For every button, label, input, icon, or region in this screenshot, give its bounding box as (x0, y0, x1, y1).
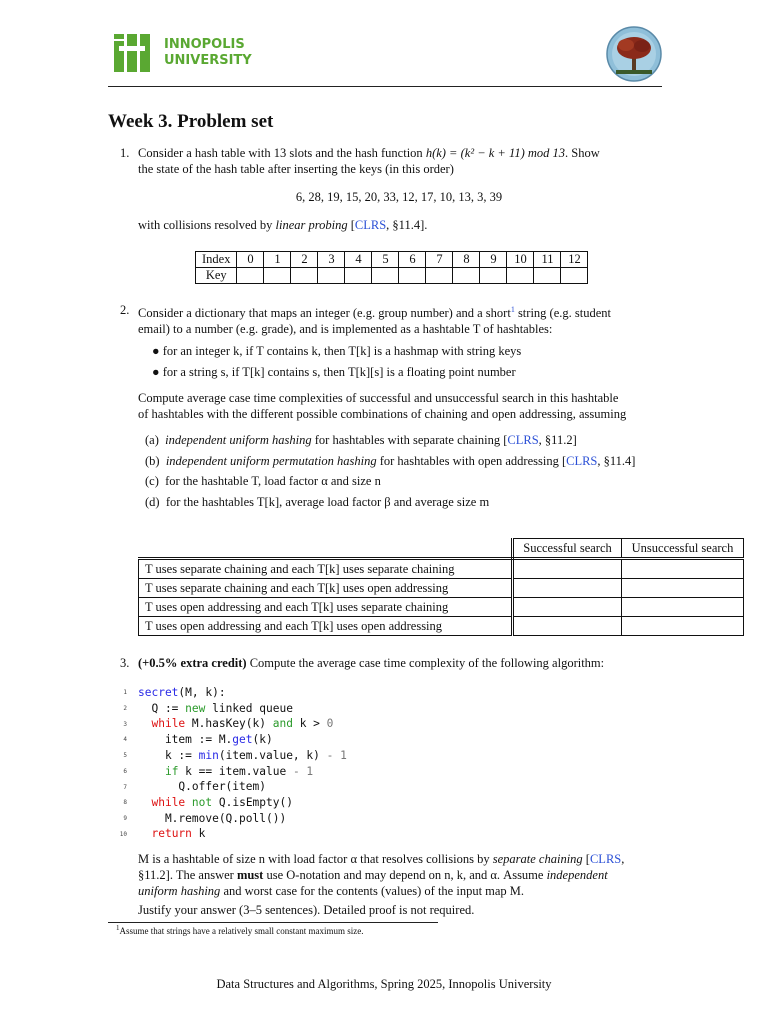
index-cell: 3 (318, 252, 345, 268)
key-cell[interactable] (345, 268, 372, 284)
problem-2-intro: Consider a dictionary that maps an integer (e.g. group number) and a short$^1$ string (e.g. student email) to a number (e.g. grade), and is implemented as a hashtable T of hashtables: (138, 305, 611, 337)
university-logo-text: INNOPOLIS UNIVERSITY (164, 37, 252, 68)
table-row (196, 268, 588, 284)
code-line: 9 M.remove(Q.poll()) (123, 811, 287, 825)
key-cell[interactable] (453, 268, 480, 284)
problem-1-keys: 6, 28, 19, 15, 20, 33, 12, 17, 10, 13, 3, 39 (295, 190, 503, 204)
answer-cell[interactable] (622, 559, 744, 579)
index-cell: 6 (399, 252, 426, 268)
key-cell[interactable] (507, 268, 534, 284)
page-footer: Data Structures and Algorithms, Spring 2025, Innopolis University (216, 977, 552, 991)
tree-seal-icon (606, 26, 662, 82)
clrs-link[interactable]: CLRS (589, 852, 622, 866)
problem-3-intro: (+0.5% extra credit) Compute the average case time complexity of the following algorithm: (138, 656, 605, 670)
table-row (139, 559, 744, 579)
bullet-list (152, 343, 521, 380)
index-cell: 11 (534, 252, 561, 268)
row-label: T uses open addressing and each T[k] uses open addressing (139, 617, 513, 636)
list-item: (a) independent uniform hashing for hashtables with separate chaining [CLRS, §11.2] (145, 433, 577, 447)
answer-cell[interactable] (622, 598, 744, 617)
row-label: T uses open addressing and each T[k] uses separate chaining (139, 598, 513, 617)
footnote-divider (108, 922, 438, 923)
code-listing (115, 685, 347, 842)
list-item: (c) for the hashtable T, load factor α and size n (145, 474, 381, 488)
problem-3-justify: Justify your answer (3–5 sentences). Detailed proof is not required. (138, 903, 475, 917)
problem-2-para: Compute average case time complexities of successful and unsuccessful search in this hashtable of hashtables with the different possible combinations of chaining and open addressing, assuming (138, 391, 627, 421)
list-item: ● for an integer k, if T contains k, then T[k] is a hashmap with string keys (152, 344, 522, 358)
problem-number: 1. (120, 146, 130, 160)
table-row (139, 598, 744, 617)
problem-1-collision: with collisions resolved by linear probing [CLRS, §11.4]. (138, 218, 428, 232)
problem-number: 2. (120, 303, 130, 317)
key-cell[interactable] (561, 268, 588, 284)
code-line: 7 Q.offer(item) (123, 780, 266, 794)
page-header (108, 26, 662, 87)
index-cell: 7 (426, 252, 453, 268)
index-cell: 9 (480, 252, 507, 268)
index-cell: 0 (237, 252, 264, 268)
key-cell[interactable] (372, 268, 399, 284)
list-item: ● for a string s, if T[k] contains s, then T[k][s] is a floating point number (152, 365, 516, 379)
list-item: (b) independent uniform permutation hashing for hashtables with open addressing [CLRS, §11.4] (145, 453, 636, 468)
key-cell[interactable] (426, 268, 453, 284)
key-cell[interactable] (291, 268, 318, 284)
list-item: (d) for the hashtables T[k], average load factor β and average size m (145, 494, 490, 509)
index-cell: 2 (291, 252, 318, 268)
clrs-link[interactable]: CLRS (507, 433, 539, 447)
table-row (196, 252, 588, 268)
index-cell: 8 (453, 252, 480, 268)
problem-2-items (145, 430, 635, 512)
complexity-table (138, 538, 744, 636)
key-label: Key (196, 268, 237, 284)
code-line: 2 Q := new linked queue (123, 701, 293, 715)
key-cell[interactable] (318, 268, 345, 284)
answer-cell[interactable] (513, 579, 622, 598)
key-cell[interactable] (534, 268, 561, 284)
code-line: 5 k := min(item.value, k) - 1 (123, 748, 347, 762)
index-cell: 10 (507, 252, 534, 268)
empty-corner (139, 539, 513, 559)
answer-cell[interactable] (622, 617, 744, 636)
problem-number: 3. (120, 656, 130, 670)
answer-cell[interactable] (622, 579, 744, 598)
answer-cell[interactable] (513, 617, 622, 636)
table-row (139, 617, 744, 636)
column-header: Unsuccessful search (622, 539, 744, 559)
column-header: Successful search (513, 539, 622, 559)
index-cell: 12 (561, 252, 588, 268)
row-label: T uses separate chaining and each T[k] uses separate chaining (139, 559, 513, 579)
index-cell: 1 (264, 252, 291, 268)
clrs-link[interactable]: CLRS (354, 218, 387, 232)
page-title: Week 3. Problem set (108, 111, 274, 132)
key-cell[interactable] (480, 268, 507, 284)
clrs-link[interactable]: CLRS (566, 453, 598, 468)
code-line: 1 secret(M, k): (123, 686, 226, 699)
code-line: 8 while not Q.isEmpty() (123, 795, 293, 809)
key-cell[interactable] (399, 268, 426, 284)
footnote-mark[interactable]: 1 (510, 305, 515, 314)
answer-cell[interactable] (513, 559, 622, 579)
innopolis-logo-icon (114, 34, 154, 72)
hash-table-grid (195, 251, 588, 284)
code-line: 3 while M.hasKey(k) and k > 0 (123, 717, 334, 731)
problem-3-description: M is a hashtable of size n with load factor α that resolves collisions by separate chaining [CLRS, §11.2]. The answer must use O-notation and may depend on n, k, and α. Assume independent uniform hashing and worst case for the contents (values) of the input map M. (138, 852, 625, 898)
index-cell: 5 (372, 252, 399, 268)
table-row (139, 579, 744, 598)
answer-cell[interactable] (513, 598, 622, 617)
row-label: T uses separate chaining and each T[k] uses open addressing (139, 579, 513, 598)
key-cell[interactable] (237, 268, 264, 284)
index-cell: 4 (345, 252, 372, 268)
key-cell[interactable] (264, 268, 291, 284)
table-row (139, 539, 744, 559)
code-line: 10 return k (119, 827, 206, 841)
code-line: 6 if k == item.value - 1 (123, 764, 314, 778)
problem-1-text: Consider a hash table with 13 slots and the hash function h(k) = (k² − k + 11) mod 13. Show the state of the hash table after inserting the keys (in this order) (138, 146, 600, 176)
footnote: $^1$Assume that strings have a relatively small constant maximum size. (116, 924, 364, 936)
index-label: Index (196, 252, 237, 268)
code-line: 4 item := M.get(k) (123, 733, 273, 747)
